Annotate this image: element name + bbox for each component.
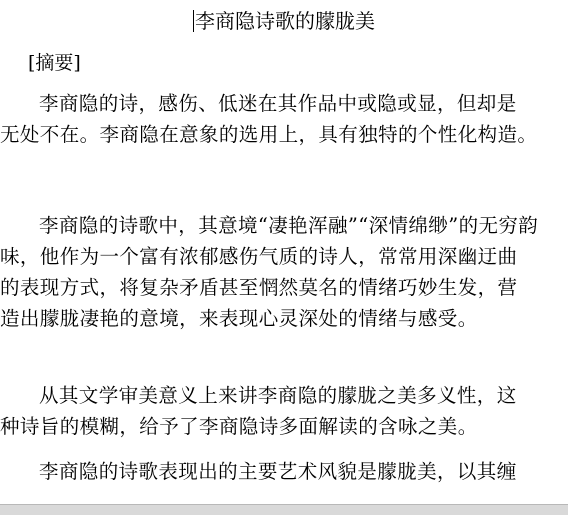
paragraph-line: 从其文学审美意义上来讲李商隐的朦胧之美多义性，这 [39, 384, 517, 407]
paragraph-line: 造出朦胧凄艳的意境，来表现心灵深处的情绪与感受。 [0, 307, 478, 330]
paragraph-line: 无处不在。李商隐在意象的选用上，具有独特的个性化构造。 [0, 123, 538, 146]
document-title-line[interactable] [0, 8, 568, 34]
paragraph-2 [0, 210, 568, 334]
paragraph-line: 李商隐的诗歌中，其意境“凄艳浑融”“深情绵缈”的无穷韵 [39, 214, 539, 237]
text-cursor [193, 10, 194, 32]
paragraph-line: 李商隐的诗歌表现出的主要艺术风貌是朦胧美，以其缠 [39, 460, 517, 483]
paragraph-1 [0, 88, 568, 150]
paragraph-3 [0, 380, 568, 442]
horizontal-scrollbar[interactable] [0, 504, 568, 515]
paragraph-line: 李商隐的诗，感伤、低迷在其作品中或隐或显，但却是 [39, 92, 517, 115]
paragraph-4 [0, 456, 568, 487]
paragraph-line: 种诗旨的模糊，给予了李商隐诗多面解读的含咏之美。 [0, 415, 478, 438]
document-title: 李商隐诗歌的朦胧美 [195, 9, 375, 33]
paragraph-line: 味，他作为一个富有浓郁感伤气质的诗人，常常用深幽迂曲 [0, 245, 518, 268]
abstract-label: [摘要] [28, 52, 81, 74]
paragraph-line: 的表现方式，将复杂矛盾甚至惘然莫名的情绪巧妙生发，营 [0, 276, 518, 299]
